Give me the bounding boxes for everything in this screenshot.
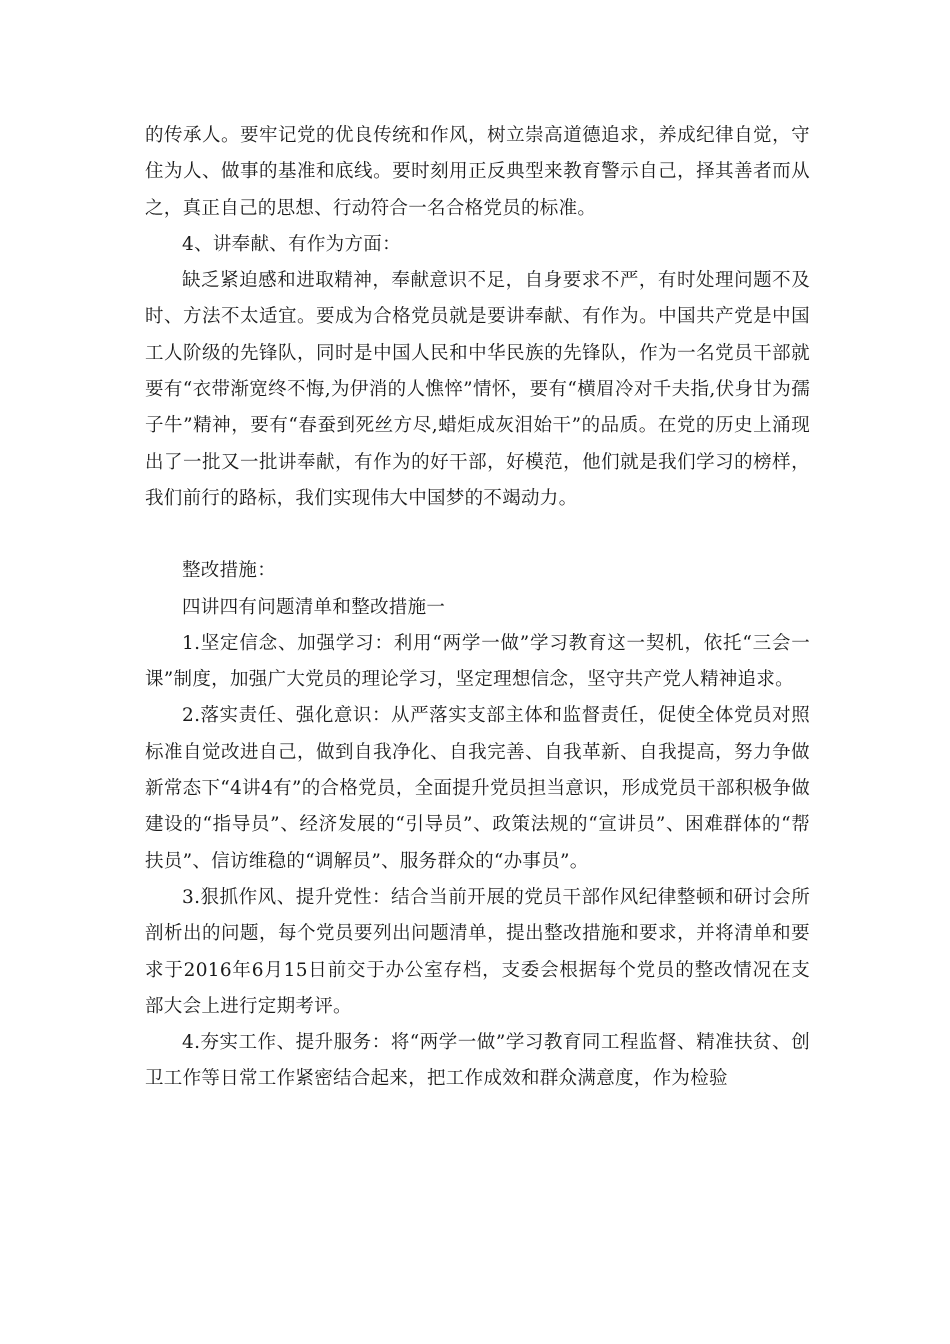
section-heading-measures: 整改措施： [182,560,277,582]
document-body [145,118,810,1098]
measure-item-3: 3.狠抓作风、提升党性：结合当前开展的党员干部作风纪律整顿和研讨会所剖析出的问题，每个党员要列出问题清单，提出整改措施和要求，并将清单和要求于2016年6月15日前交于办公室存档，支委会根据每个党员的整改情况在支部大会上进行定期考评。 [145,886,810,1017]
measure-item-1: 1.坚定信念、加强学习：利用“两学一做”学习教育这一契机，依托“三会一课”制度，加强广大党员的理论学习，坚定理想信念，坚守共产党人精神追求。 [145,632,810,691]
measure-item-4: 4.夯实工作、提升服务：将“两学一做”学习教育同工程监督、精准扶贫、创卫工作等日常工作紧密结合起来，把工作成效和群众满意度，作为检验 [145,1032,810,1090]
paragraph-continuation: 的传承人。要牢记党的优良传统和作风，树立崇高道德追求，养成纪律自觉，守住为人、做事的基准和底线。要时刻用正反典型来教育警示自己，择其善者而从之，真正自己的思想、行动符合一名合格党员的标准。 [145,125,810,219]
measure-item-2: 2.落实责任、强化意识：从严落实支部主体和监督责任，促使全体党员对照标准自觉改进自己，做到自我净化、自我完善、自我革新、自我提高，努力争做新常态下“4讲4有”的合格党员，全面提升党员担当意识，形成党员干部积极争做建设的“指导员”、经济发展的“引导员”、政策法规的“宣讲员”、困难群体的“帮扶员”、信访维稳的“调解员”、服务群众的“办事员”。 [145,705,810,872]
subheading-problem-list: 四讲四有问题清单和整改措施一 [182,596,446,618]
paragraph-dedication: 缺乏紧迫感和进取精神，奉献意识不足，自身要求不严，有时处理问题不及时、方法不太适宜。要成为合格党员就是要讲奉献、有作为。中国共产党是中国工人阶级的先锋队，同时是中国人民和中华民族的先锋队，作为一名党员干部就要有“衣带渐宽终不悔,为伊消的人憔悴”情怀，要有“横眉冷对千夫指,伏身甘为孺子牛”精神，要有“春蚕到死丝方尽,蜡炬成灰泪始干”的品质。在党的历史上涌现出了一批又一批讲奉献，有作为的好干部，好模范，他们就是我们学习的榜样，我们前行的路标，我们实现伟大中国梦的不竭动力。 [145,270,810,509]
section-heading-dedication: 4、讲奉献、有作为方面： [182,233,401,255]
blank-line [145,517,810,553]
